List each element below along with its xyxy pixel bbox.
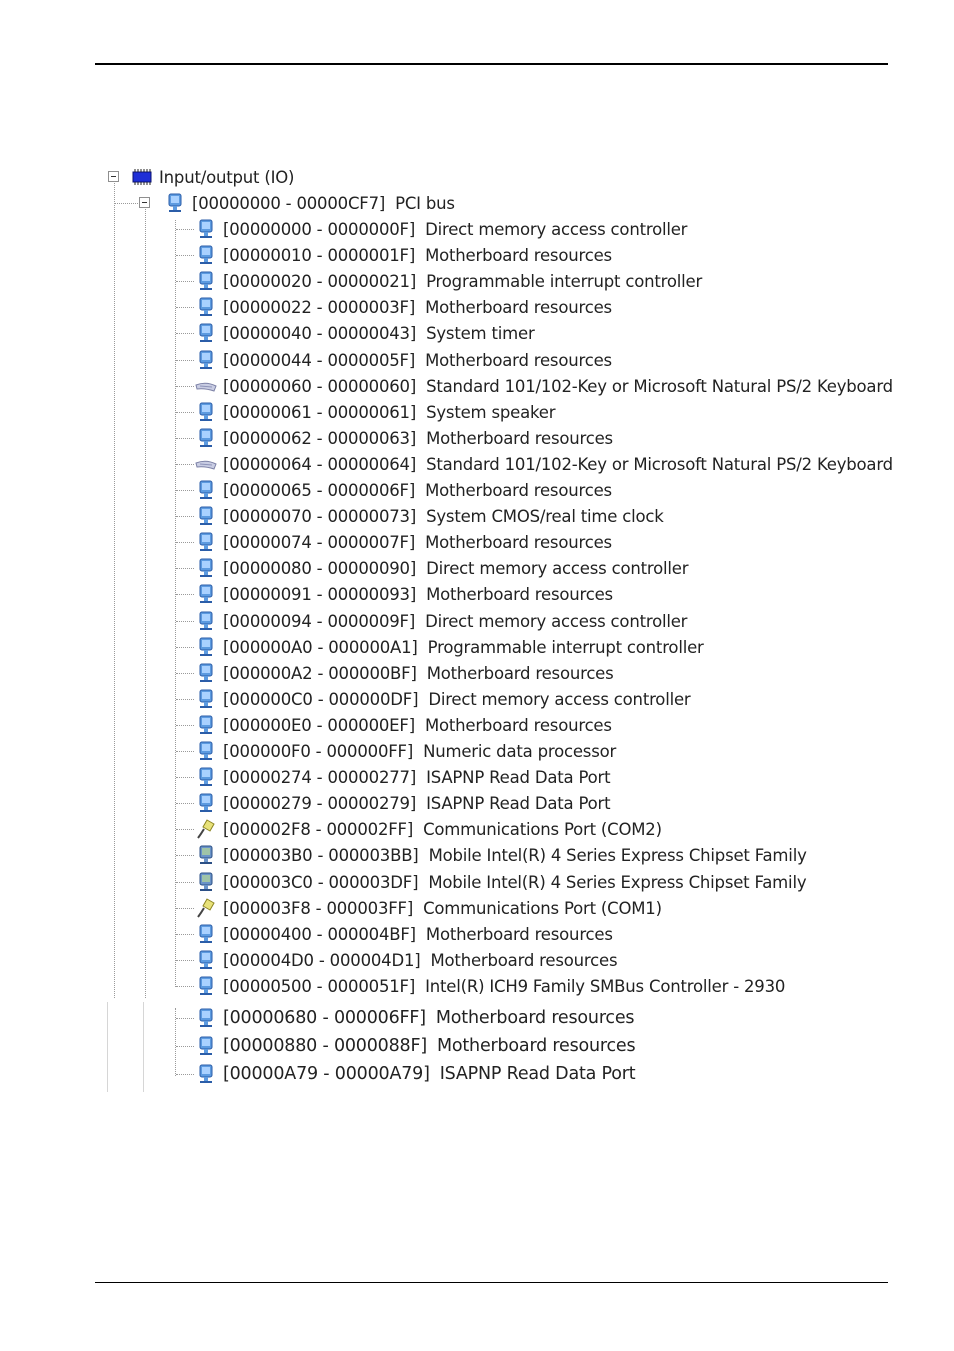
resource-name: System speaker — [426, 402, 556, 422]
resource-range: [00000400 - 000004BF] — [223, 924, 416, 944]
resource-item[interactable] — [195, 321, 535, 345]
resource-range: [00000000 - 0000000F] — [223, 219, 416, 239]
display-adapter-icon — [195, 844, 217, 866]
device-monitor-icon — [195, 662, 217, 684]
device-monitor-icon — [195, 688, 217, 710]
resource-range: [00000074 - 0000007F] — [223, 532, 416, 552]
device-monitor-icon — [195, 401, 217, 423]
device-monitor-icon — [195, 792, 217, 814]
resource-name: Direct memory access controller — [428, 689, 691, 709]
device-monitor-icon — [195, 636, 217, 658]
resource-name: Motherboard resources — [425, 350, 612, 370]
resource-name: Programmable interrupt controller — [426, 271, 703, 291]
device-monitor-icon — [195, 270, 217, 292]
resource-name: System timer — [426, 323, 535, 343]
resource-range: [00000061 - 00000061] — [223, 402, 417, 422]
resource-range: [00000062 - 00000063] — [223, 428, 417, 448]
tree-guide — [107, 1002, 108, 1092]
tree-connector — [176, 333, 194, 334]
tree-connector — [176, 673, 194, 674]
resource-item[interactable] — [195, 269, 702, 293]
resource-item[interactable] — [195, 374, 893, 398]
resource-name: Motherboard resources — [425, 924, 613, 944]
resource-name: Motherboard resources — [424, 715, 612, 735]
resource-name: Programmable interrupt controller — [427, 637, 704, 657]
resource-item[interactable] — [195, 948, 617, 972]
resource-item[interactable] — [195, 400, 555, 424]
resource-name: Intel(R) ICH9 Family SMBus Controller - 2930 — [425, 976, 786, 996]
tree-root-label: Input/output (IO) — [159, 167, 295, 187]
resource-item[interactable] — [195, 765, 610, 789]
keyboard-icon — [195, 375, 217, 397]
resource-item[interactable] — [195, 1034, 635, 1058]
resource-name: Mobile Intel(R) 4 Series Express Chipset Family — [428, 872, 807, 892]
resource-item[interactable] — [195, 478, 612, 502]
resource-item[interactable] — [195, 974, 785, 998]
tree-connector — [176, 307, 194, 308]
resource-item[interactable] — [195, 713, 612, 737]
device-monitor-icon — [195, 740, 217, 762]
tree-connector — [176, 568, 194, 569]
resource-name: Direct memory access controller — [426, 558, 689, 578]
resource-item[interactable] — [195, 687, 691, 711]
resource-item[interactable] — [195, 843, 807, 867]
resource-name: Communications Port (COM2) — [423, 819, 662, 839]
tree-connector — [176, 1046, 194, 1047]
display-adapter-icon — [195, 871, 217, 893]
bus-collapse-icon[interactable] — [139, 197, 150, 208]
tree-connector — [176, 882, 194, 883]
resource-name: ISAPNP Read Data Port — [426, 793, 611, 813]
resource-range: [00000279 - 00000279] — [223, 793, 417, 813]
resource-range: [00000680 - 000006FF] — [223, 1008, 426, 1028]
resource-range: [00000065 - 0000006F] — [223, 480, 416, 500]
device-monitor-icon — [195, 1035, 217, 1057]
resource-item[interactable] — [195, 426, 613, 450]
device-monitor-icon — [195, 714, 217, 736]
resource-range: [00000064 - 00000064] — [223, 454, 417, 474]
resource-item[interactable] — [195, 817, 662, 841]
resource-item[interactable] — [195, 922, 613, 946]
device-monitor-icon — [164, 192, 186, 214]
resource-name: Motherboard resources — [426, 663, 614, 683]
resource-range: [00000060 - 00000060] — [223, 376, 417, 396]
resource-name: Numeric data processor — [423, 741, 617, 761]
tree-connector — [114, 203, 138, 204]
resource-range: [000000E0 - 000000EF] — [223, 715, 415, 735]
tree-connector — [176, 829, 194, 830]
tree-connector — [176, 647, 194, 648]
device-monitor-icon — [195, 975, 217, 997]
device-monitor-icon — [195, 244, 217, 266]
resource-name: System CMOS/real time clock — [426, 506, 664, 526]
tree-connector — [176, 412, 194, 413]
resource-name: Motherboard resources — [436, 1036, 636, 1056]
resource-range: [000003C0 - 000003DF] — [223, 872, 419, 892]
resource-range: [00000040 - 00000043] — [223, 323, 417, 343]
device-monitor-icon — [195, 322, 217, 344]
resource-item[interactable] — [195, 661, 614, 685]
resource-name: Direct memory access controller — [425, 219, 688, 239]
resource-item[interactable] — [195, 243, 612, 267]
keyboard-icon — [195, 453, 217, 475]
resource-range: [000000A0 - 000000A1] — [223, 637, 418, 657]
tree-connector — [176, 855, 194, 856]
resource-range: [00000020 - 00000021] — [223, 271, 417, 291]
resource-item[interactable] — [195, 556, 688, 580]
resource-item[interactable] — [195, 217, 687, 241]
resource-item[interactable] — [195, 1062, 635, 1086]
resource-range: [000000C0 - 000000DF] — [223, 689, 419, 709]
tree-connector — [176, 542, 194, 543]
resource-name: Motherboard resources — [435, 1008, 635, 1028]
resource-name: Motherboard resources — [426, 428, 613, 448]
resource-range: [00000080 - 00000090] — [223, 558, 417, 578]
resource-range: [00000070 - 00000073] — [223, 506, 417, 526]
device-monitor-icon — [195, 479, 217, 501]
device-monitor-icon — [195, 610, 217, 632]
resource-range: [000003F8 - 000003FF] — [223, 898, 414, 918]
resource-range: [00000274 - 00000277] — [223, 767, 417, 787]
tree-connector — [176, 621, 194, 622]
device-monitor-icon — [195, 218, 217, 240]
device-monitor-icon — [195, 505, 217, 527]
resource-name: Communications Port (COM1) — [423, 898, 662, 918]
resource-item[interactable] — [195, 582, 613, 606]
bus-range: [00000000 - 00000CF7] — [192, 193, 386, 213]
resource-name: Motherboard resources — [425, 245, 612, 265]
tree-connector — [176, 751, 194, 752]
tree-connector — [176, 229, 194, 230]
resource-name: Motherboard resources — [425, 297, 612, 317]
resource-range: [000003B0 - 000003BB] — [223, 845, 419, 865]
tree-connector — [176, 438, 194, 439]
device-monitor-icon — [195, 349, 217, 371]
resource-range: [00000880 - 0000088F] — [223, 1036, 427, 1056]
serial-port-icon — [195, 818, 217, 840]
tree-connector — [176, 725, 194, 726]
resource-range: [000000F0 - 000000FF] — [223, 741, 414, 761]
device-monitor-icon — [195, 427, 217, 449]
device-monitor-icon — [195, 531, 217, 553]
resource-range: [000004D0 - 000004D1] — [223, 950, 421, 970]
resource-item[interactable] — [195, 504, 664, 528]
resource-item[interactable] — [195, 870, 806, 894]
device-monitor-icon — [195, 949, 217, 971]
resource-name: Standard 101/102-Key or Microsoft Natural PS/2 Keyboard — [426, 376, 893, 396]
device-monitor-icon — [195, 583, 217, 605]
tree-connector — [176, 255, 194, 256]
tree-connector — [176, 986, 194, 987]
resource-item[interactable] — [195, 896, 662, 920]
resource-range: [00000044 - 0000005F] — [223, 350, 416, 370]
resource-name: Motherboard resources — [430, 950, 618, 970]
resource-name: Motherboard resources — [426, 584, 613, 604]
device-monitor-icon — [195, 296, 217, 318]
tree-connector — [176, 1074, 194, 1075]
tree-connector — [176, 1018, 194, 1019]
tree-connector — [176, 594, 194, 595]
device-monitor-icon — [195, 923, 217, 945]
resource-item[interactable] — [195, 295, 612, 319]
tree-connector — [176, 516, 194, 517]
device-monitor-icon — [195, 1063, 217, 1085]
io-chip-icon — [131, 166, 153, 188]
tree-connector — [176, 490, 194, 491]
resource-range: [00000094 - 0000009F] — [223, 611, 416, 631]
resource-name: ISAPNP Read Data Port — [439, 1064, 636, 1084]
resource-name: Motherboard resources — [425, 532, 612, 552]
resource-range: [000002F8 - 000002FF] — [223, 819, 414, 839]
tree-connector — [176, 908, 194, 909]
device-monitor-icon — [195, 766, 217, 788]
resource-name: Standard 101/102-Key or Microsoft Natural PS/2 Keyboard — [426, 454, 893, 474]
resource-range: [00000A79 - 00000A79] — [223, 1064, 430, 1084]
resource-name: Direct memory access controller — [425, 611, 688, 631]
resource-name: Motherboard resources — [425, 480, 612, 500]
device-monitor-icon — [195, 1007, 217, 1029]
tree-node-pci-bus[interactable] — [164, 191, 455, 215]
device-monitor-icon — [195, 557, 217, 579]
resource-range: [00000022 - 0000003F] — [223, 297, 416, 317]
resource-range: [00000500 - 0000051F] — [223, 976, 416, 996]
tree-connector — [176, 281, 194, 282]
tree-guide — [143, 1002, 144, 1092]
tree-connector — [176, 464, 194, 465]
serial-port-icon — [195, 897, 217, 919]
resource-item[interactable] — [195, 1006, 634, 1030]
resource-item[interactable] — [195, 348, 612, 372]
tree-connector — [176, 777, 194, 778]
resource-name: Mobile Intel(R) 4 Series Express Chipset Family — [428, 845, 807, 865]
tree-connector — [176, 360, 194, 361]
resource-name: ISAPNP Read Data Port — [426, 767, 611, 787]
resource-item[interactable] — [195, 635, 704, 659]
resource-item[interactable] — [195, 739, 616, 763]
tree-guide — [145, 209, 146, 998]
root-collapse-icon[interactable] — [108, 171, 119, 182]
resource-item[interactable] — [195, 452, 893, 476]
tree-connector — [176, 699, 194, 700]
resource-item[interactable] — [195, 791, 610, 815]
resource-range: [000000A2 - 000000BF] — [223, 663, 417, 683]
resource-range: [00000091 - 00000093] — [223, 584, 417, 604]
tree-connector — [176, 803, 194, 804]
resource-range: [00000010 - 0000001F] — [223, 245, 416, 265]
tree-connector — [176, 386, 194, 387]
resource-item[interactable] — [195, 530, 612, 554]
tree-guide — [114, 183, 115, 998]
resource-item[interactable] — [195, 609, 687, 633]
tree-guide — [175, 220, 176, 987]
bus-name: PCI bus — [395, 193, 455, 213]
tree-connector — [176, 934, 194, 935]
tree-root-io[interactable] — [131, 165, 294, 189]
tree-connector — [176, 960, 194, 961]
